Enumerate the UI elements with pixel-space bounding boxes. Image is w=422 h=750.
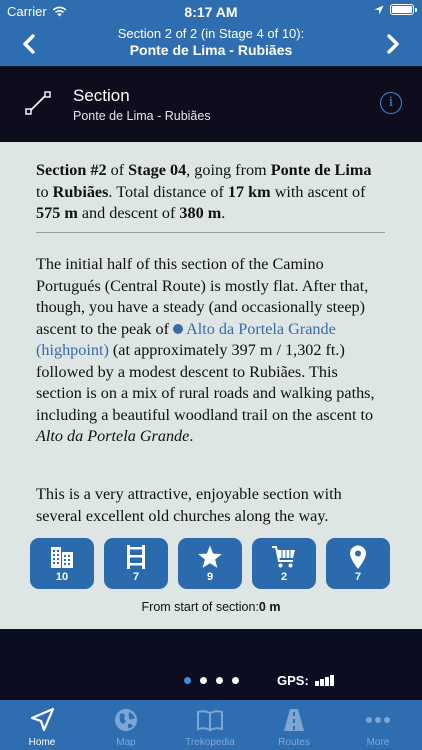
next-button[interactable] (378, 30, 408, 58)
summary-text: with ascent of (270, 182, 366, 201)
description-paragraph (36, 254, 386, 448)
status-bar (0, 0, 422, 22)
previous-button[interactable] (14, 30, 44, 58)
summary-text: and descent of (77, 204, 180, 222)
tab-label: More (366, 737, 390, 748)
chevron-left-icon (22, 34, 36, 54)
description-italic: Alto da Portela Grande (36, 427, 190, 445)
tab-label: Trekopedia (185, 737, 235, 748)
carrier-label: Carrier (7, 4, 47, 19)
chevron-right-icon (386, 34, 400, 54)
gps-signal-icon (315, 675, 334, 686)
nav-subtitle: Section 2 of 2 (in Stage 4 of 10): (117, 26, 305, 41)
start-place: Ponte de Lima (270, 161, 372, 179)
poi-count: 7 (132, 571, 140, 583)
page-dot[interactable] (200, 677, 207, 684)
divider (36, 232, 385, 233)
description-text: (at approximately 397 m / 1,302 ft.) followed by a modest descent to Rubiães. This section is on a mix of rural roads and walking paths, including a beautiful woodland trail on the ascent to (36, 341, 375, 424)
nav-main-title: Ponte de Lima - Rubiães (129, 42, 293, 58)
summary-text: to (36, 182, 53, 201)
gps-status (277, 673, 334, 688)
location-arrow-icon (374, 5, 384, 15)
page-dot[interactable] (232, 677, 239, 684)
book-icon (196, 706, 224, 734)
poi-tile-buildings[interactable] (30, 538, 94, 589)
description-paragraph-2: This is a very attractive, enjoyable section with several excellent old churches along the way. (36, 485, 342, 525)
status-time: 8:17 AM (184, 4, 238, 20)
tab-label: Map (116, 737, 136, 748)
summary-text: of (106, 161, 129, 179)
distance-value: 0 m (258, 600, 281, 614)
page-dot[interactable] (216, 677, 223, 684)
poi-count: 2 (280, 571, 288, 583)
building-icon (49, 544, 75, 570)
section-bar (0, 66, 422, 142)
distance-label: From start of section: (141, 600, 259, 614)
tab-home[interactable] (0, 700, 84, 750)
page-dot-active[interactable] (184, 677, 191, 684)
bed-icon (123, 544, 149, 570)
map-pin-icon (345, 544, 371, 570)
stage-number: Stage 04 (128, 161, 187, 179)
poi-link-label: Alto da Portela Grande (highpoint) (36, 319, 336, 359)
gps-label: GPS: (277, 673, 309, 688)
globe-icon (112, 706, 140, 734)
navigation-arrow-icon (28, 706, 56, 734)
description-text: The initial half of this section of the Camino Portugués (Central Route) is mostly flat. After that, though, you have a steady (and occasionally steep) ascent to the peak of (36, 255, 369, 338)
nav-row (0, 24, 422, 64)
section-heading: Section (73, 86, 130, 105)
section-number: Section #2 (36, 161, 107, 179)
cart-icon (271, 544, 297, 570)
poi-tile-accommodation[interactable] (104, 538, 168, 589)
poi-tile-shopping[interactable] (252, 538, 316, 589)
poi-tile-locations[interactable] (326, 538, 390, 589)
total-distance: 17 km (227, 182, 271, 201)
end-place: Rubiães (52, 182, 109, 201)
summary-text: , going from (186, 161, 271, 179)
section-content (0, 142, 422, 629)
distance-from-start (0, 600, 422, 614)
status-right (374, 4, 414, 15)
info-icon[interactable]: i (380, 92, 402, 114)
section-subheading: Ponte de Lima - Rubiães (73, 109, 211, 123)
poi-count: 10 (55, 571, 69, 583)
page-indicator (0, 670, 422, 694)
poi-count: 9 (206, 571, 214, 583)
poi-count: 7 (354, 571, 362, 583)
section-summary (36, 160, 386, 225)
tab-label: Home (28, 737, 56, 748)
tab-label: Routes (278, 737, 310, 748)
summary-text: . Total distance of (108, 182, 228, 201)
tab-more[interactable] (336, 700, 420, 750)
tab-routes[interactable] (252, 700, 336, 750)
tab-bar (0, 700, 422, 750)
description-text: . (189, 427, 194, 445)
poi-marker-icon (173, 324, 183, 334)
star-icon (197, 544, 223, 570)
poi-tiles (30, 538, 392, 589)
tab-trekopedia[interactable] (168, 700, 252, 750)
more-dots-icon (364, 706, 392, 734)
road-icon (280, 706, 308, 734)
header (0, 0, 422, 66)
battery-icon (390, 4, 414, 15)
total-ascent: 575 m (36, 204, 78, 222)
total-descent: 380 m (179, 204, 222, 222)
summary-text: . (221, 204, 226, 222)
route-segment-icon (24, 89, 52, 117)
tab-map[interactable] (84, 700, 168, 750)
poi-tile-highlights[interactable] (178, 538, 242, 589)
nav-title (50, 26, 372, 58)
